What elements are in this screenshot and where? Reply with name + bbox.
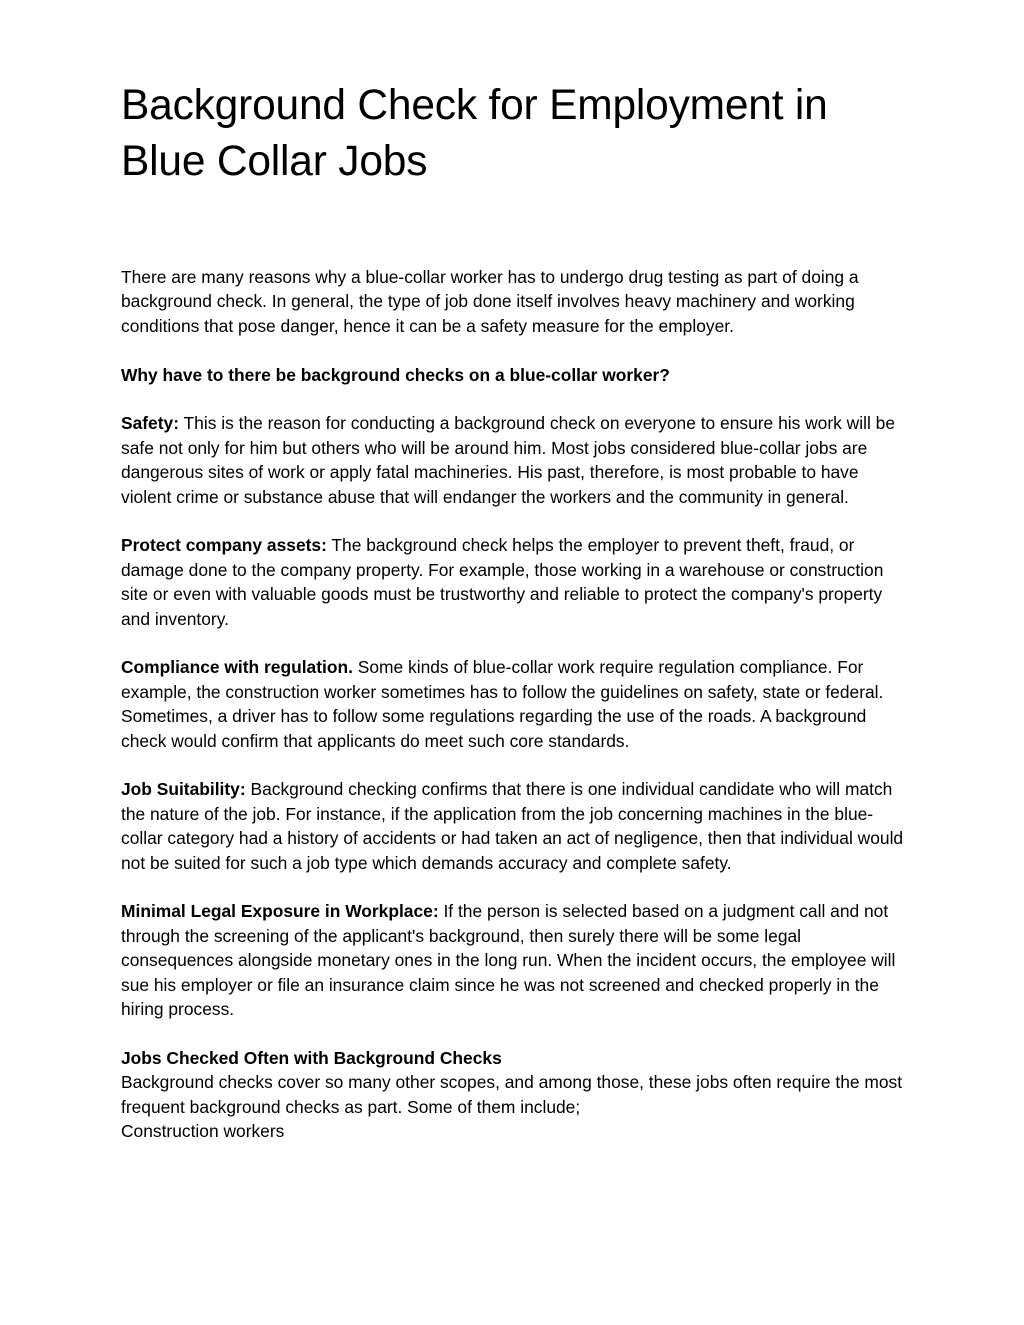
document-body [121, 265, 913, 1144]
jobs-heading: Jobs Checked Often with Background Checks [121, 1047, 502, 1068]
reason-protect-assets [121, 533, 913, 631]
document-title: Background Check for Employment in Blue Collar Jobs [121, 82, 828, 185]
reason-text: The background check helps the employer to prevent theft, fraud, or damage done to the company property. For example, those working in a warehouse or construction site or even with valuable goods must be trustworthy and reliable to protect the company's property and inventory. [121, 535, 884, 629]
reason-label: Safety: [121, 413, 179, 434]
reason-text: Background checking confirms that there is one individual candidate who will match the nature of the job. For instance, if the application from the job concerning machines in the blue-collar category had a history of accidents or had taken an act of negligence, then that individual would not be suited for such a job type which demands accuracy and complete safety. [121, 779, 904, 873]
reason-label: Compliance with regulation. [121, 657, 353, 678]
reason-job-suitability [121, 777, 913, 875]
question-heading: Why have to there be background checks on a blue-collar worker? [121, 364, 670, 385]
reason-compliance [121, 655, 913, 753]
reason-text: If the person is selected based on a judgment call and not through the screening of the applicant's background, then surely there will be some legal consequences alongside monetary ones in the long run. When the incident occurs, the employee will sue his employer or file an insurance claim since he was not screened and checked properly in the hiring process. [121, 901, 896, 1020]
reason-safety [121, 411, 913, 509]
document-content [121, 78, 913, 1144]
reason-legal-exposure [121, 899, 913, 1021]
reason-label: Protect company assets: [121, 535, 327, 556]
reason-label: Minimal Legal Exposure in Workplace: [121, 901, 439, 922]
jobs-intro: Background checks cover so many other scopes, and among those, these jobs often require the most frequent background checks as part. Some of them include; [121, 1072, 903, 1117]
reason-text: This is the reason for conducting a background check on everyone to ensure his work will be safe not only for him but others who will be around him. Most jobs considered blue-collar jobs are dangerous sites of work or apply fatal machineries. His past, therefore, is most probable to have violent crime or substance abuse that will endanger the workers and the community in general. [121, 413, 896, 507]
reason-label: Job Suitability: [121, 779, 246, 800]
reason-text: Some kinds of blue-collar work require regulation compliance. For example, the construction worker sometimes has to follow the guidelines on safety, state or federal. Sometimes, a driver has to follow some regulations regarding the use of the roads. A background check would confirm that applicants do meet such core standards. [121, 657, 884, 751]
intro-paragraph: There are many reasons why a blue-collar worker has to undergo drug testing as part of doing a background check. In general, the type of job done itself involves heavy machinery and working conditions that pose danger, hence it can be a safety measure for the employer. [121, 267, 859, 336]
jobs-list-item: Construction workers [121, 1121, 285, 1142]
